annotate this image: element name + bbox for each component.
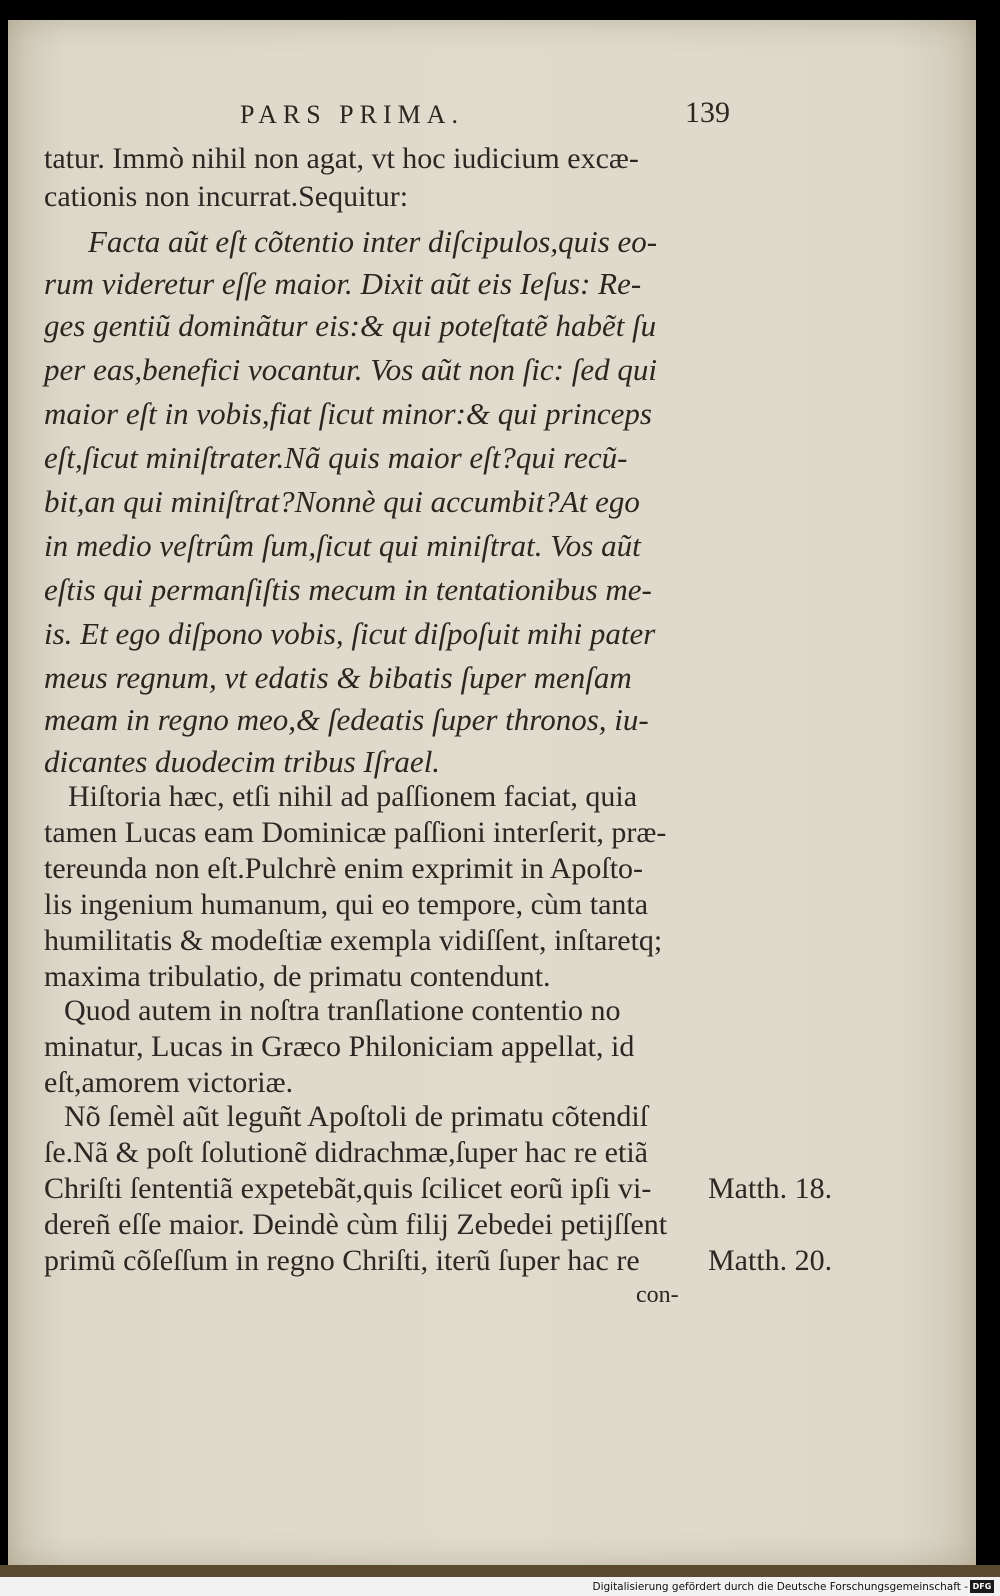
text-line: lis ingenium humanum, qui eo tempore, cùm tanta bbox=[44, 888, 649, 921]
scripture-line: eſt,ſicut miniſtrater.Nã quis maior eſt?qui recũ- bbox=[44, 440, 628, 475]
text-line: Nõ ſemèl aũt leguñt Apoſtoli de primatu cõtendiſ bbox=[64, 1100, 649, 1133]
text-line: tamen Lucas eam Dominicæ paſſioni interſerit, præ- bbox=[44, 816, 667, 849]
scripture-line: dicantes duodecim tribus Iſrael. bbox=[44, 744, 441, 779]
scripture-line: per eas,benefici vocantur. Vos aũt non ſic: ſed qui bbox=[44, 352, 657, 387]
scripture-line: ges gentiũ dominãtur eis:& qui poteſtatẽ habẽt ſu bbox=[44, 308, 657, 343]
scripture-line: maior eſt in vobis,fiat ſicut minor:& qui princeps bbox=[44, 396, 652, 431]
page-number: 139 bbox=[685, 96, 730, 129]
scripture-line: meam in regno meo,& ſedeatis ſuper thronos, iu- bbox=[44, 702, 649, 737]
scripture-line: rum videretur eſſe maior. Dixit aũt eis Ieſus: Re- bbox=[44, 266, 642, 301]
text-line: dereñ eſſe maior. Deindè cùm filij Zebedei petijſſent bbox=[44, 1208, 668, 1241]
text-line: cationis non incurrat.Sequitur: bbox=[44, 180, 409, 213]
text-line: Chriſti ſententiã expetebãt,quis ſcilicet eorũ ipſi vi- bbox=[44, 1172, 652, 1205]
text-line: maxima tribulatio, de primatu contendunt. bbox=[44, 960, 551, 993]
running-title: PARS PRIMA. bbox=[240, 100, 465, 129]
dfg-logo: DFG bbox=[970, 1580, 994, 1593]
scripture-line: is. Et ego diſpono vobis, ſicut diſpoſuit mihi pater bbox=[44, 616, 656, 651]
footer-credit: Digitalisierung gefördert durch die Deutsche Forschungsgemeinschaft - bbox=[592, 1581, 968, 1593]
margin-note: Matth. 20. bbox=[708, 1244, 833, 1277]
text-line: tereunda non eſt.Pulchrè enim exprimit in Apoſto- bbox=[44, 852, 644, 885]
margin-note: Matth. 18. bbox=[708, 1172, 833, 1205]
scripture-line: in medio veſtrûm ſum,ſicut qui miniſtrat. Vos aũt bbox=[44, 528, 641, 563]
page-edge bbox=[0, 1565, 1000, 1577]
text-line: eſt,amorem victoriæ. bbox=[44, 1066, 294, 1099]
text-line: Hiſtoria hæc, etſi nihil ad paſſionem faciat, quia bbox=[68, 780, 638, 813]
scripture-line: Facta aũt eſt cõtentio inter diſcipulos,quis eo- bbox=[88, 224, 658, 259]
running-header bbox=[240, 96, 730, 130]
text-line: minatur, Lucas in Græco Philoniciam appellat, id bbox=[44, 1030, 635, 1063]
scripture-line: meus regnum, vt edatis & bibatis ſuper menſam bbox=[44, 660, 632, 695]
scripture-line: eſtis qui permanſiſtis mecum in tentationibus me- bbox=[44, 572, 652, 607]
scripture-line: bit,an qui miniſtrat?Nonnè qui accumbit?At ego bbox=[44, 484, 640, 519]
text-line: primũ cõſeſſum in regno Chriſti, iterũ ſuper hac re bbox=[44, 1244, 640, 1277]
text-line: tatur. Immò nihil non agat, vt hoc iudicium excæ- bbox=[44, 142, 639, 175]
text-line: Quod autem in noſtra tranſlatione contentio no bbox=[64, 994, 621, 1027]
catchword: con- bbox=[636, 1282, 679, 1308]
text-line: humilitatis & modeſtiæ exempla vidiſſent, inſtaretq; bbox=[44, 924, 663, 957]
text-line: ſe.Nã & poſt ſolutionẽ didrachmæ,ſuper hac re etiã bbox=[44, 1136, 648, 1169]
